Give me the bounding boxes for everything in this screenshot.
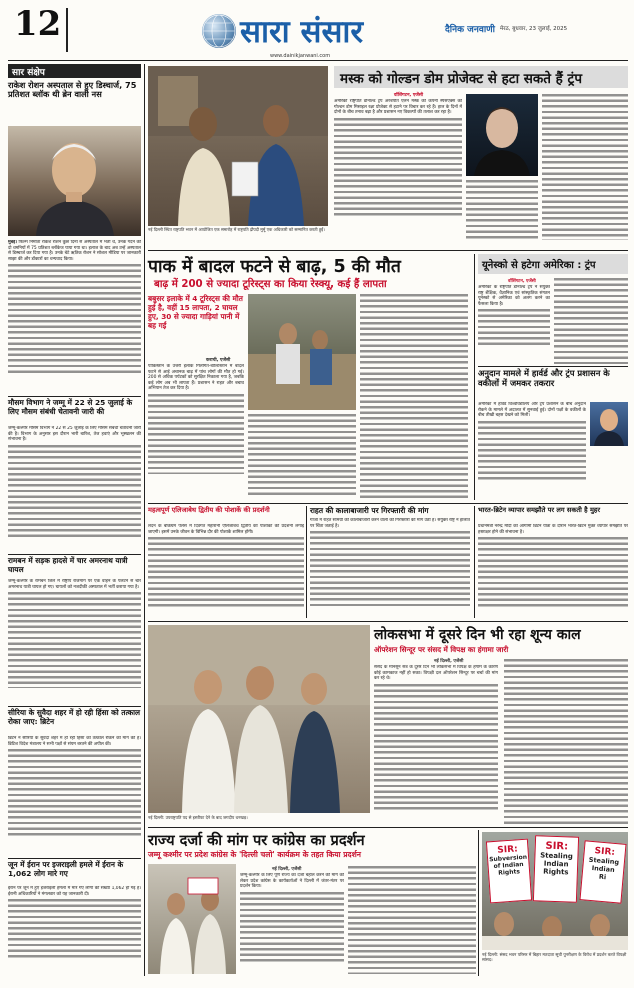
- story5-headline: जून में ईरान पर इजराइली हमले में ईरान के 1,062 लोग मारे गए: [8, 860, 124, 878]
- page-number: 12: [14, 4, 62, 44]
- mid-story-3: [478, 506, 628, 618]
- placard-3-line3: Indian: [591, 864, 616, 874]
- website: www.dainikjanwani.com: [270, 53, 331, 59]
- section-label: सार संक्षेप: [8, 64, 141, 78]
- congress-body: [240, 873, 344, 975]
- placard-1-line4: Rights: [498, 868, 521, 877]
- mid-story-1-headline: महत्वपूर्ण एलिजाबेथ द्वितीय की पोशाकें की प्रदर्शनी: [148, 506, 270, 514]
- loksabha-rule: [148, 621, 628, 622]
- unesco-story: [478, 254, 628, 364]
- story1-body: [8, 240, 141, 392]
- placard-2-line3: Indian: [543, 859, 569, 869]
- congress-protest-photo: [148, 864, 236, 974]
- musk-body: [334, 99, 462, 239]
- mid-story-1-text: लंदन के बकिंघम पैलेस में दिवंगत महारानी एलिजाबेथ द्वितीय की पोशाकों की प्रदर्शनी लगाई जाएगी। इसमें उनके जीवन के विभिन्न दौर की पोशाकें शामिल होंगी।: [148, 524, 304, 535]
- musk-photo: [466, 94, 538, 176]
- loksabha-story: [374, 625, 628, 825]
- mid-story-1-filler: [148, 537, 304, 607]
- dateline: मेरठ, बुधवार, 23 जुलाई, 2025: [500, 26, 568, 32]
- sir-photo-caption: नई दिल्ली: संसद भवन परिसर में बिहार मतदाता सूची पुनरीक्षण के विरोध में प्रदर्शन करते विपक्षी सांसद।: [482, 952, 627, 962]
- person-portrait-icon: [590, 402, 628, 446]
- top-band-rule: [148, 250, 628, 251]
- placard-2-line2: Stealing: [539, 851, 573, 861]
- dhankhar-photo-caption: नई दिल्ली: उपराष्ट्रपति पद से इस्तीफा देने के बाद जगदीप धनखड़।: [148, 815, 248, 820]
- story1-dateline: मुंबई।: [8, 240, 17, 245]
- masthead-divider: [66, 8, 68, 52]
- story4-headline: सीरिया के सुवैदा शहर में हो रही हिंसा को तत्काल रोका जाए: ब्रिटेन: [8, 708, 141, 726]
- loksabha-filler-2: [504, 659, 628, 825]
- placard-2: [533, 835, 579, 902]
- globe-logo-icon: [202, 14, 236, 48]
- story4-filler-lines: [8, 749, 141, 837]
- story3-headline: रामबन में सड़क हादसे में चार अमरनाथ यात्री घायल: [8, 556, 128, 574]
- globe-grid-icon: [202, 14, 236, 48]
- pak-filler-lines-3: [360, 294, 468, 498]
- placard-2-line4: Rights: [543, 867, 569, 877]
- mid-story-3-body: [478, 524, 628, 618]
- unesco-text: अमेरिका के राष्ट्रपति डोनाल्ड ट्रंप ने संयुक्त राष्ट्र शैक्षिक, वैज्ञानिक एवं सांस्कृतिक संगठन यूनेस्को से अमेरिका को अलग करने का फैसला किया है।: [478, 285, 550, 307]
- placard-3-line2: Stealing: [588, 855, 620, 867]
- musk-headline: मस्क को गोल्डन डोम प्रोजेक्ट से हटा सकते हैं ट्रंप: [334, 66, 628, 88]
- murmu-ceremony-photo: [148, 66, 328, 226]
- harvard-text: अमेरिका में हार्वर्ड विश्वविद्यालय और ट्रंप प्रशासन के बीच अनुदान रोकने के मामले में अदालत में सुनवाई हुई। दोनों पक्षों के वकीलों के बीच तीखी बहस देखने को मिली।: [478, 402, 586, 419]
- congress-filler-2: [348, 866, 476, 974]
- mid-divider-1: [306, 506, 307, 618]
- paper-name: दैनिक जनवाणी: [445, 25, 495, 35]
- left-divider-4: [8, 858, 141, 859]
- musk-body-right: [542, 94, 628, 240]
- placard-1-line1: SIR:: [497, 844, 519, 856]
- unesco-filler-lines: [478, 309, 550, 347]
- mid-story-2-filler: [310, 531, 470, 607]
- congress-headline: राज्य दर्जा की मांग पर कांग्रेस का प्रदर्शन: [148, 832, 365, 849]
- story2-headline: मौसम विभाग ने जम्मू में 22 से 25 जुलाई के लिए मौसम संबंधी चेतावनी जारी की: [8, 398, 133, 416]
- musk-story: [334, 66, 628, 246]
- musk-filler-lines-under: [466, 180, 538, 240]
- harvard-filler-lines: [478, 421, 586, 481]
- congress-body-right: [348, 866, 476, 974]
- musk-body-under: [466, 180, 538, 240]
- loksabha-text: संसद के मानसून सत्र के दूसरे दिन भी लोकसभा में विपक्ष के हंगामे के कारण कोई कामकाज नहीं हो सका। विपक्षी दल ऑपरेशन सिन्दूर पर चर्चा की मांग कर रहे थे।: [374, 665, 498, 682]
- rakesh-roshan-photo: [8, 126, 141, 236]
- congress-subhead: जम्मू कश्मीर पर प्रदेश कांग्रेस के 'दिल्ली चलो' कार्यक्रम के तहत किया प्रदर्शन: [148, 850, 361, 859]
- story3-filler-lines: [8, 592, 141, 688]
- person-portrait-icon: [466, 94, 538, 176]
- mid-story-1-body: [148, 524, 304, 618]
- mid-story-3-filler: [478, 537, 628, 607]
- loksabha-body: [374, 665, 498, 825]
- pak-story: [148, 254, 470, 500]
- loksabha-filler: [374, 684, 498, 812]
- harvard-headline: अनुदान मामले में हार्वर्ड और ट्रंप प्रशासन के वकीलों में जमकर तकरार: [478, 368, 610, 388]
- unesco-headline: यूनेस्को से हटेगा अमेरिका : ट्रंप: [478, 254, 628, 274]
- left-divider-1: [8, 396, 141, 397]
- harvard-story: [478, 368, 628, 500]
- placard-1-line2: Subversion: [488, 853, 528, 864]
- left-column-divider: [144, 64, 145, 976]
- story1-filler-lines: [8, 264, 141, 374]
- story4-body: [8, 736, 141, 854]
- story5-body: [8, 886, 141, 974]
- congress-rule: [148, 827, 628, 828]
- harvard-body: [478, 402, 586, 500]
- pak-headline: पाक में बादल फटने से बाढ़, 5 की मौत: [148, 257, 401, 277]
- placard-1: [486, 839, 532, 904]
- story3-body: [8, 579, 141, 703]
- story1-headline: राकेश रोशन अस्पताल से हुए डिस्चार्ज, 75 प्रतिशत ब्लॉक थी ब्रेन वाली नस: [8, 80, 137, 100]
- print-color-bar: [8, 979, 628, 985]
- pak-flood-photo: [248, 294, 356, 410]
- mid-story-2-body: [310, 518, 470, 618]
- placard-3: [579, 840, 626, 903]
- pak-filler-lines: [148, 394, 244, 474]
- loksabha-dateline: नई दिल्ली, एजेंसी: [434, 659, 464, 664]
- mid-story-2: [310, 506, 470, 618]
- harvard-rule: [478, 366, 628, 367]
- murmu-photo-caption: नई दिल्ली स्थित राष्ट्रपति भवन में आयोजित एक समारोह में राष्ट्रपति द्रौपदी मुर्मू एक अधिकारी को सम्मानित करती हुईं।: [148, 227, 325, 232]
- story1-text: फिल्म निर्माता राकेश रोशन कुछ दिनों से अस्पताल में भर्ती थे, उनके गर्दन की दो धमनियों में 75 प्रतिशत ब्लॉकेज पाया गया था। इलाज के बाद अब उन्हें अस्पताल से डिस्चार्ज कर दिया गया है। उनके बेटे ऋतिक रोशन ने सोशल मीडिया पर जानकारी साझा की और डॉक्टरों का धन्यवाद किया।: [8, 240, 141, 262]
- placard-1-line3: of Indian: [493, 860, 524, 871]
- story3-text: जम्मू-कश्मीर के रामबन जिले में राष्ट्रीय राजमार्ग पर एक वाहन के पलटने से चार अमरनाथ यात्री घायल हो गए। घायलों को नजदीकी अस्पताल में भर्ती कराया गया है।: [8, 579, 141, 590]
- musk-kicker: वॉशिंगटन, एजेंसी: [394, 93, 424, 98]
- ceremony-scene-icon: [148, 66, 328, 226]
- pak-body-right: [360, 294, 468, 498]
- loksabha-subhead: ऑपरेशन सिन्दूर पर संसद में विपक्ष का हंगामा जारी: [374, 645, 509, 654]
- masthead-rule: [8, 60, 628, 61]
- dhankhar-photo: [148, 625, 370, 813]
- placard-3-line1: SIR:: [594, 846, 616, 858]
- right-column-divider: [474, 254, 475, 500]
- person-portrait-icon: [8, 126, 141, 236]
- politicians-group-icon: [148, 625, 370, 813]
- musk-text: अमेरिकी राष्ट्रपति डोनाल्ड ट्रंप अरबपति एलन मस्क की कंपनी स्पेसएक्स को गोल्डन डोम मिसाइल रक्षा प्रोजेक्ट से हटाने पर विचार कर रहे हैं। हाल के दिनों में दोनों के बीच तनाव बढ़ा है और प्रशासन नए विकल्पों की तलाश कर रहा है।: [334, 99, 462, 116]
- loksabha-body-right: [504, 659, 628, 825]
- story2-filler-lines: [8, 445, 141, 539]
- story5-filler-lines: [8, 899, 141, 959]
- musk-filler-lines: [334, 118, 462, 218]
- trump-photo: [590, 402, 628, 446]
- mid-story-1: [148, 506, 304, 618]
- story4-text: ब्रिटेन ने सीरिया के सुवैदा शहर में हो रही हिंसा को तत्काल रोकने की मांग की है। ब्रिटिश विदेश मंत्रालय ने सभी पक्षों से संयम बरतने की अपील की।: [8, 736, 141, 747]
- story2-body: [8, 426, 141, 550]
- congress-photo-divider: [478, 830, 479, 976]
- mid-story-2-text: गाजा में राहत सामग्री की कालाबाजारी करने वालों की गिरफ्तारी की मांग उठी है। संयुक्त राष्ट्र ने हालात पर चिंता जताई है।: [310, 518, 470, 529]
- left-column: [8, 64, 141, 976]
- story5-text: ईरान पर जून में हुए इजराइली हमलों में मारे गए लोगों की संख्या 1,062 हो गई है। ईरानी अधिकारियों ने मंगलवार को यह जानकारी दी।: [8, 886, 141, 897]
- congress-text: जम्मू-कश्मीर के लिए पूर्ण राज्य का दर्जा बहाल करने की मांग को लेकर प्रदेश कांग्रेस के कार्यकर्ताओं ने दिल्ली में जंतर-मंतर पर प्रदर्शन किया।: [240, 873, 344, 890]
- placard-3-line4: Ri: [598, 872, 607, 882]
- pak-body: [148, 364, 244, 498]
- brand-title: सारा संसार: [240, 14, 364, 50]
- pak-text: पाकिस्तान के उत्तरी इलाके गिलगित-बाल्टिस्तान में बादल फटने से आई अचानक बाढ़ में पांच लोगों की मौत हो गई। 200 से अधिक पर्यटकों को सुरक्षित निकाला गया है, जबकि कई लोग अब भी लापता हैं। प्रशासन ने राहत और बचाव अभियान तेज कर दिया है।: [148, 364, 244, 392]
- left-divider-2: [8, 554, 141, 555]
- unesco-body-right: [554, 278, 628, 364]
- mid-story-3-headline: भारत-ब्रिटेन व्यापार समझौते पर लग सकती है मुहर: [478, 506, 601, 514]
- mid-story-3-text: प्रधानमंत्री नरेन्द्र मोदी की आगामी ब्रिटेन यात्रा के दौरान भारत-ब्रिटेन मुक्त व्यापार समझौते पर हस्ताक्षर होने की संभावना है।: [478, 524, 628, 535]
- mid-story-2-headline: राहत की कालाबाजारी पर गिरफ्तारी की मांग: [310, 506, 429, 515]
- unesco-body: [478, 285, 550, 363]
- unesco-kicker: वॉशिंगटन, एजेंसी: [508, 279, 536, 284]
- pak-filler-lines-2: [248, 414, 356, 498]
- loksabha-headline: लोकसभा में दूसरे दिन भी रहा शून्य काल: [374, 627, 581, 643]
- pak-subhead: बाढ़ में 200 से ज्यादा टूरिस्ट्स का किया रेस्क्यू, कई हैं लापता: [154, 279, 387, 290]
- mid-divider-2: [474, 506, 475, 618]
- pak-lead-box: बबुसर इलाके में 4 टूरिस्ट्स की मौत हुई है, वहीं 15 लापता, 2 घायल हुए, 30 से ज्यादा गाड़ियां पानी में बह गईं: [148, 294, 243, 330]
- pak-dateline: कराची, एजेंसी: [206, 358, 231, 363]
- masthead: [0, 0, 634, 62]
- congress-dateline: नई दिल्ली, एजेंसी: [272, 867, 302, 872]
- congress-filler: [240, 892, 344, 962]
- protest-crowd-icon: [148, 864, 236, 974]
- placard-2-line1: SIR:: [545, 840, 569, 853]
- congress-story: [148, 830, 628, 976]
- pak-body-under-photo: [248, 414, 356, 498]
- story2-text: जम्मू-कश्मीर मौसम विभाग ने 22 से 25 जुलाई के लिए मौसम संबंधी चेतावनी जारी की है। विभाग के अनुसार इस दौरान भारी बारिश, तेज हवाएं और भूस्खलन की संभावना है।: [8, 426, 141, 443]
- unesco-filler-lines-2: [554, 278, 628, 364]
- flood-rescue-icon: [248, 294, 356, 410]
- left-divider-3: [8, 706, 141, 707]
- mid-band-rule: [148, 503, 628, 504]
- musk-filler-lines-right: [542, 94, 628, 240]
